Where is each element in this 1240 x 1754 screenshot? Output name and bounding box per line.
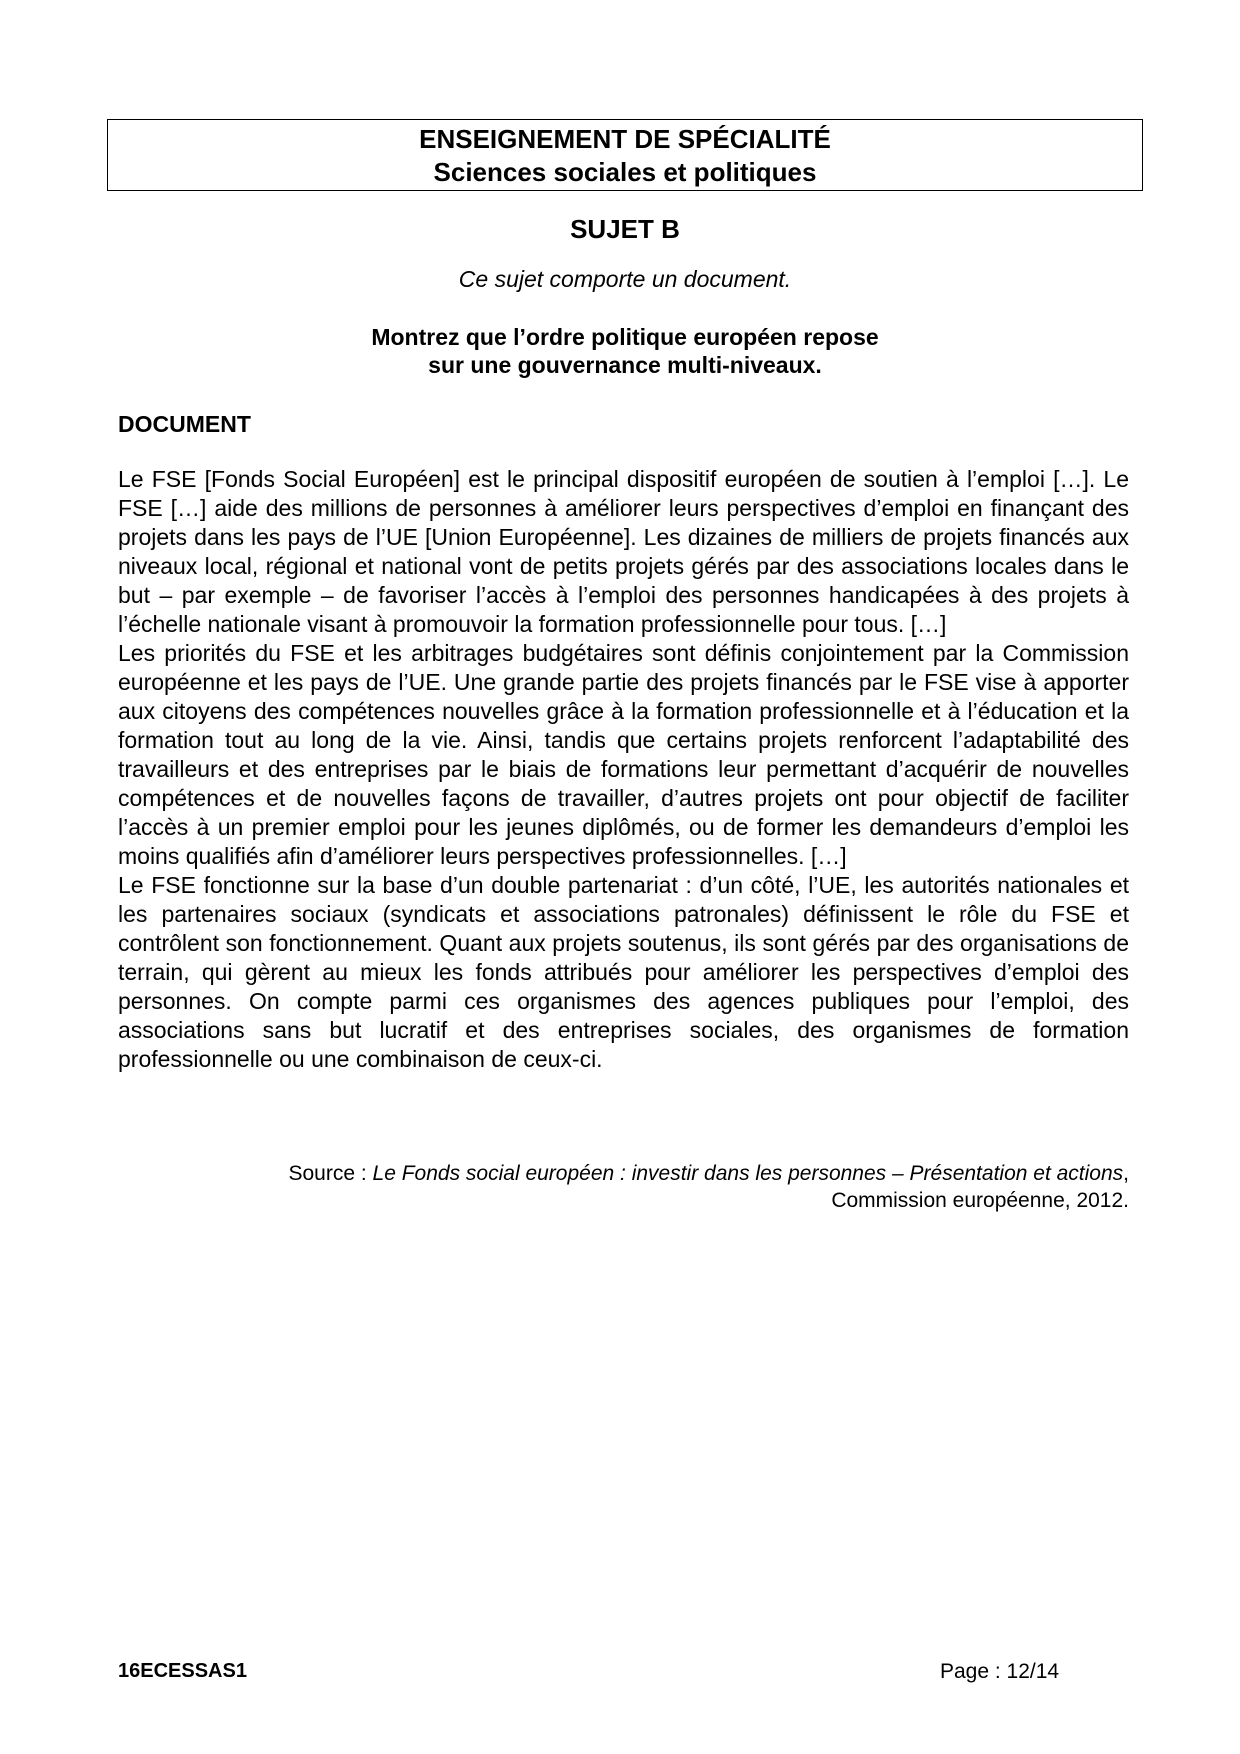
document-body <box>118 465 1129 1074</box>
subject-note: Ce sujet comporte un document. <box>458 266 792 292</box>
source-line-1 <box>118 1160 1129 1187</box>
source-citation <box>118 1160 1129 1214</box>
question-line-1: Montrez que l’ordre politique européen repose <box>371 324 879 350</box>
subject-title: SUJET B <box>570 214 680 244</box>
document-heading: DOCUMENT <box>118 411 251 437</box>
header-title: ENSEIGNEMENT DE SPÉCIALITÉ <box>419 124 831 154</box>
question-line-2: sur une gouvernance multi-niveaux. <box>428 352 822 378</box>
source-prefix: Source : <box>288 1162 373 1185</box>
paragraph-2: Les priorités du FSE et les arbitrages budgétaires sont définis conjointement par la Commission européenne et les pays de l’UE. Une grande partie des projets financés par le FSE vise à apporter aux citoyens des compétences nouvelles grâce à la formation professionnelle et à l’éducation et la formation tout au long de la vie. Ainsi, tandis que certains projets renforcent l’adaptabilité des travailleurs et des entreprises par le biais de formations leur permettant d’acquérir de nouvelles compétences et de nouvelles façons de travailler, d’autres projets ont pour objectif de faciliter l’accès à un premier emploi pour les jeunes diplômés, ou de former les demandeurs d’emploi les moins qualifiés afin d’améliorer leurs perspectives professionnelles. […] <box>118 640 1129 869</box>
footer-page-number: Page : 12/14 <box>940 1660 1060 1683</box>
source-title: Le Fonds social européen : investir dans les personnes – Présentation et actions <box>372 1162 1124 1185</box>
header-box <box>107 119 1143 191</box>
footer-code: 16ECESSAS1 <box>118 1660 247 1682</box>
header-subtitle: Sciences sociales et politiques <box>433 157 817 187</box>
question <box>0 323 1240 379</box>
source-comma: , <box>1123 1162 1129 1185</box>
source-publisher: Commission européenne, 2012. <box>831 1189 1129 1212</box>
paragraph-1: Le FSE [Fonds Social Européen] est le principal dispositif européen de soutien à l’emploi […]. Le FSE […] aide des millions de personnes à améliorer leurs perspectives d’emploi en finançant des projets dans les pays de l’UE [Union Européenne]. Les dizaines de milliers de projets financés aux niveaux local, régional et national vont de petits projets gérés par des associations locales dans le but – par exemple – de favoriser l’accès à l’emploi des personnes handicapées à des projets à l’échelle nationale visant à promouvoir la formation professionnelle pour tous. […] <box>118 466 1129 637</box>
paragraph-3: Le FSE fonctionne sur la base d’un double partenariat : d’un côté, l’UE, les autorités nationales et les partenaires sociaux (syndicats et associations patronales) définissent le rôle du FSE et contrôlent son fonctionnement. Quant aux projets soutenus, ils sont gérés par des organisations de terrain, qui gèrent au mieux les fonds attribués pour améliorer les perspectives d’emploi des personnes. On compte parmi ces organismes des agences publiques pour l’emploi, des associations sans but lucratif et des entreprises sociales, des organismes de formation professionnelle ou une combinaison de ceux-ci. <box>118 872 1129 1072</box>
